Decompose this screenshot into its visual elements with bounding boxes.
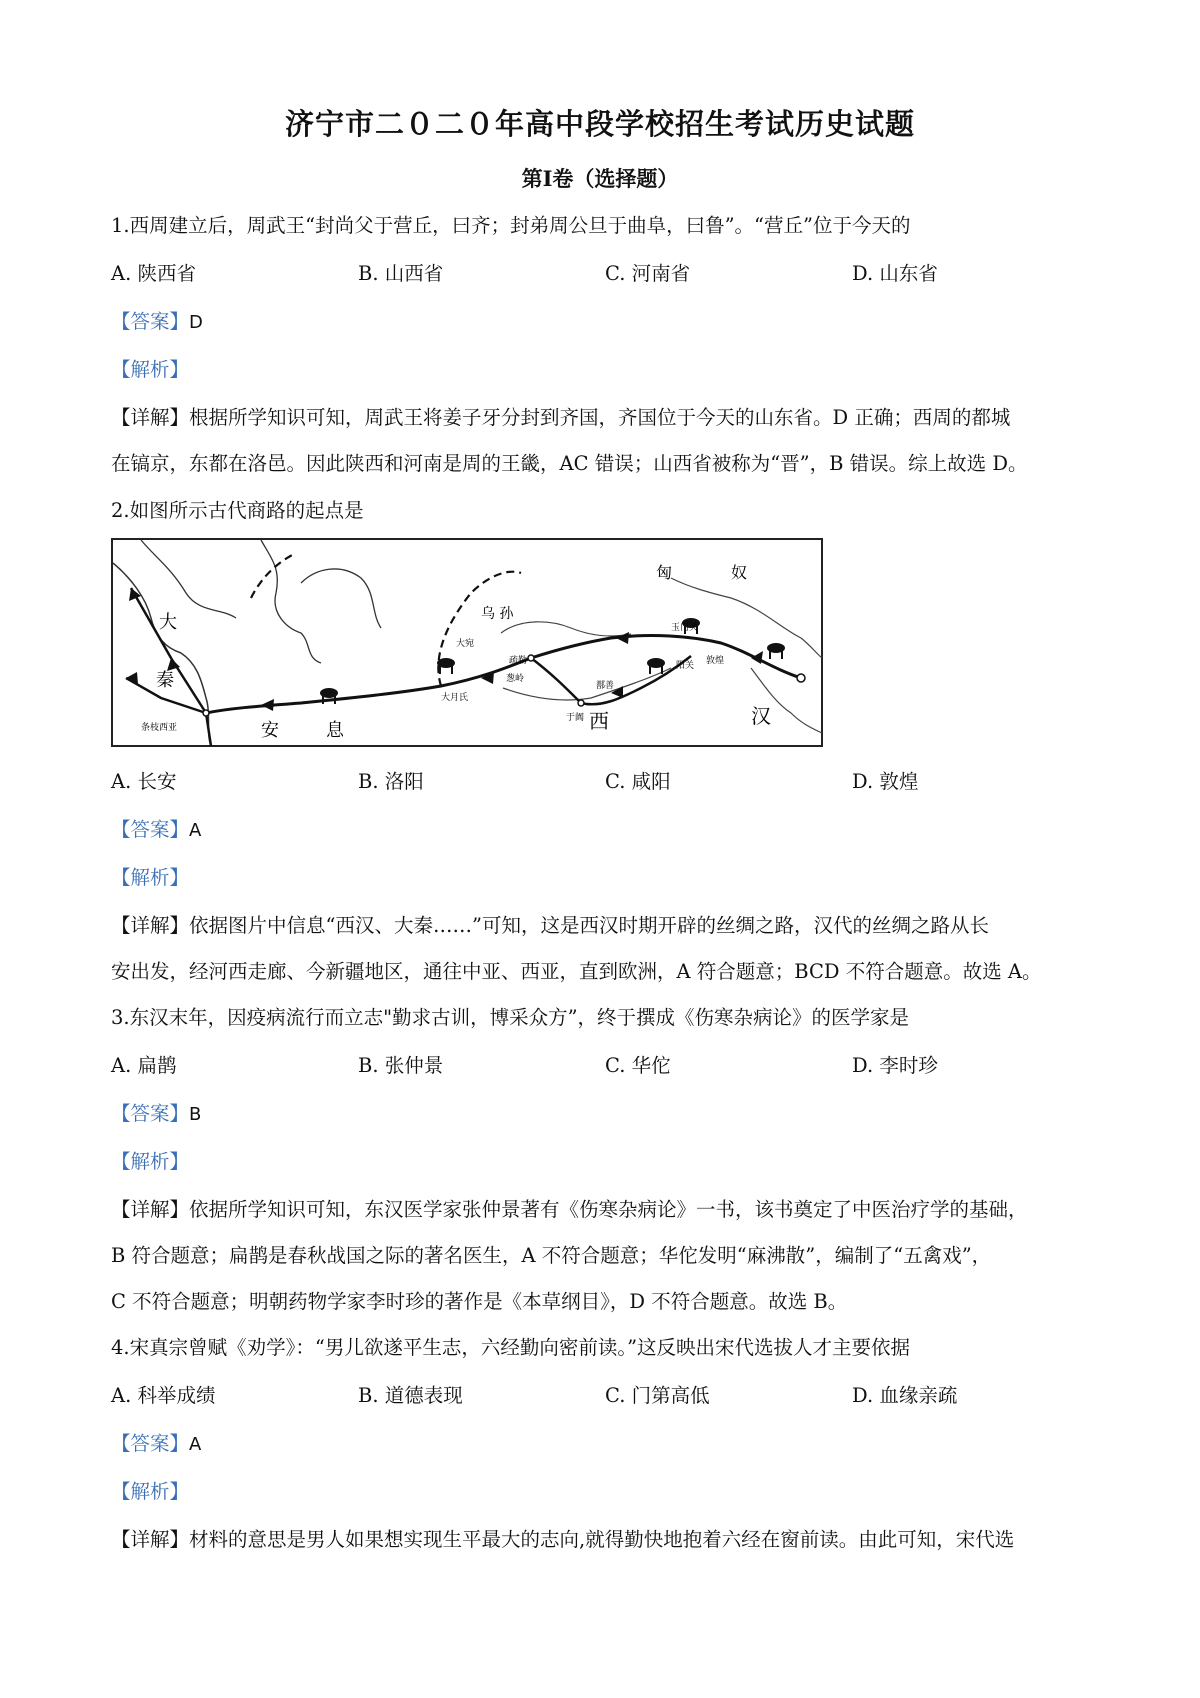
q2-analysis xyxy=(111,864,1111,892)
q4-stem: 4.宋真宗曾赋《劝学》：“男儿欲遂平生志，六经勤向密前读。”这反映出宋代选拔人才主要依据 xyxy=(111,1336,911,1359)
detail-tag: 【详解】 xyxy=(111,1198,190,1221)
map-label-xi2: 西 xyxy=(589,709,609,733)
section-title: 第Ⅰ卷（选择题） xyxy=(521,166,679,191)
q3-answer xyxy=(111,1100,1111,1129)
q4-detail-1 xyxy=(111,1526,1111,1554)
q1-answer xyxy=(111,308,1111,337)
q4-option-b: B. 道德表现 xyxy=(358,1384,463,1407)
q1-detail-1 xyxy=(111,404,1111,432)
analysis-tag: 【解析】 xyxy=(111,866,190,889)
detail-text: 依据图片中信息“西汉、大秦……”可知，这是西汉时期开辟的丝绸之路，汉代的丝绸之路从长 xyxy=(189,914,989,937)
map-label-qin: 秦 xyxy=(156,670,174,691)
q1-detail-2: 在镐京，东都在洛邑。因此陕西和河南是周的王畿，AC 错误；山西省被称为“晋”，B 错误。综上故选 D。 xyxy=(111,452,1028,475)
q1-analysis xyxy=(111,356,1111,384)
q2-option-d: D. 敦煌 xyxy=(852,770,919,793)
q1-option-d: D. 山东省 xyxy=(852,262,938,285)
answer-value: D xyxy=(189,312,203,333)
answer-value: B xyxy=(189,1104,202,1125)
map-label-xi: 息 xyxy=(326,720,344,741)
q2-option-b: B. 洛阳 xyxy=(358,770,424,793)
q3-detail-2: B 符合题意；扁鹊是春秋战国之际的著名医生，A 不符合题意；华佗发明“麻沸散”，编制了“五禽戏”， xyxy=(111,1244,992,1267)
detail-tag: 【详解】 xyxy=(111,914,190,937)
q2-option-c: C. 咸阳 xyxy=(605,770,671,793)
analysis-tag: 【解析】 xyxy=(111,1150,190,1173)
map-label-yangguan: 阳关 xyxy=(676,661,695,671)
detail-text: 根据所学知识可知，周武王将姜子牙分封到齐国，齐国位于今天的山东省。D 正确；西周的都城 xyxy=(189,406,1011,429)
q1-stem: 1.西周建立后，周武王“封尚父于营丘，曰齐；封弟周公旦于曲阜，曰鲁”。“营丘”位于今天的 xyxy=(111,214,911,237)
q3-analysis xyxy=(111,1148,1111,1176)
map-label-dayuan: 大宛 xyxy=(456,639,475,649)
q1-option-b: B. 山西省 xyxy=(358,262,444,285)
q4-option-c: C. 门第高低 xyxy=(605,1384,710,1407)
answer-tag: 【答案】 xyxy=(111,1432,190,1455)
q2-detail-1 xyxy=(111,912,1111,940)
detail-text: 材料的意思是男人如果想实现生平最大的志向,就得勤快地抱着六经在窗前读。由此可知，宋代选 xyxy=(189,1528,1015,1551)
city-tiaozhi xyxy=(203,710,209,716)
detail-text: 依据所学知识可知，东汉医学家张仲景著有《伤寒杂病论》一书，该书奠定了中医治疗学的基础， xyxy=(189,1198,1028,1221)
answer-tag: 【答案】 xyxy=(111,310,190,333)
city-shule xyxy=(528,655,534,661)
q4-option-d: D. 血缘亲疏 xyxy=(852,1384,958,1407)
q4-option-a: A. 科举成绩 xyxy=(111,1384,216,1407)
q3-option-a: A. 扁鹊 xyxy=(111,1054,177,1077)
map-label-shule: 疏勒 xyxy=(509,656,528,666)
map-label-wusun: 乌 孙 xyxy=(481,606,514,622)
map-label-yutian: 于阗 xyxy=(566,713,585,723)
map-label-dayuezhi: 大月氏 xyxy=(441,693,469,703)
map-label-han: 汉 xyxy=(751,704,771,728)
answer-value: A xyxy=(189,820,202,841)
city-changan xyxy=(797,674,805,682)
map-label-shanshan: 鄯善 xyxy=(596,681,615,691)
q3-option-c: C. 华佗 xyxy=(605,1054,671,1077)
map-label-da: 大 xyxy=(159,612,177,633)
q3-detail-1 xyxy=(111,1196,1111,1224)
q2-stem: 2.如图所示古代商路的起点是 xyxy=(111,499,364,522)
detail-tag: 【详解】 xyxy=(111,406,190,429)
q1-option-a: A. 陕西省 xyxy=(111,262,196,285)
detail-tag: 【详解】 xyxy=(111,1528,190,1551)
q3-detail-3: C 不符合题意；明朝药物学家李时珍的著作是《本草纲目》，D 不符合题意。故选 B。 xyxy=(111,1290,848,1313)
city-yutian xyxy=(578,700,584,706)
map-label-dunhuang: 敦煌 xyxy=(706,656,725,666)
q3-stem: 3.东汉末年，因疫病流行而立志"勤求古训，博采众方”，终于撰成《伤寒杂病论》的医学家是 xyxy=(111,1006,910,1029)
q2-option-a: A. 长安 xyxy=(111,770,177,793)
q4-answer xyxy=(111,1430,1111,1459)
q3-option-b: B. 张仲景 xyxy=(358,1054,444,1077)
answer-tag: 【答案】 xyxy=(111,1102,190,1125)
q1-option-c: C. 河南省 xyxy=(605,262,691,285)
page-title: 济宁市二０二０年高中段学校招生考试历史试题 xyxy=(284,107,915,141)
silk-road-map xyxy=(111,538,823,747)
q2-detail-2: 安出发，经河西走廊、今新疆地区，通往中亚、西亚，直到欧洲，A 符合题意；BCD 不符合题意。故选 A。 xyxy=(111,960,1042,983)
answer-value: A xyxy=(189,1434,202,1455)
q3-option-d: D. 李时珍 xyxy=(852,1054,938,1077)
q2-answer xyxy=(111,816,1111,845)
map-label-xiongnu-2: 奴 xyxy=(731,563,748,582)
analysis-tag: 【解析】 xyxy=(111,1480,190,1503)
map-label-tiaozhi: 条枝西亚 xyxy=(141,723,178,733)
map-label-yumenguan: 玉门关 xyxy=(671,623,699,633)
map-label-congling: 葱岭 xyxy=(506,674,525,684)
map-label-xiongnu-1: 匈 xyxy=(656,563,673,582)
q4-analysis xyxy=(111,1478,1111,1506)
map-label-an: 安 xyxy=(261,720,279,741)
answer-tag: 【答案】 xyxy=(111,818,190,841)
analysis-tag: 【解析】 xyxy=(111,358,190,381)
